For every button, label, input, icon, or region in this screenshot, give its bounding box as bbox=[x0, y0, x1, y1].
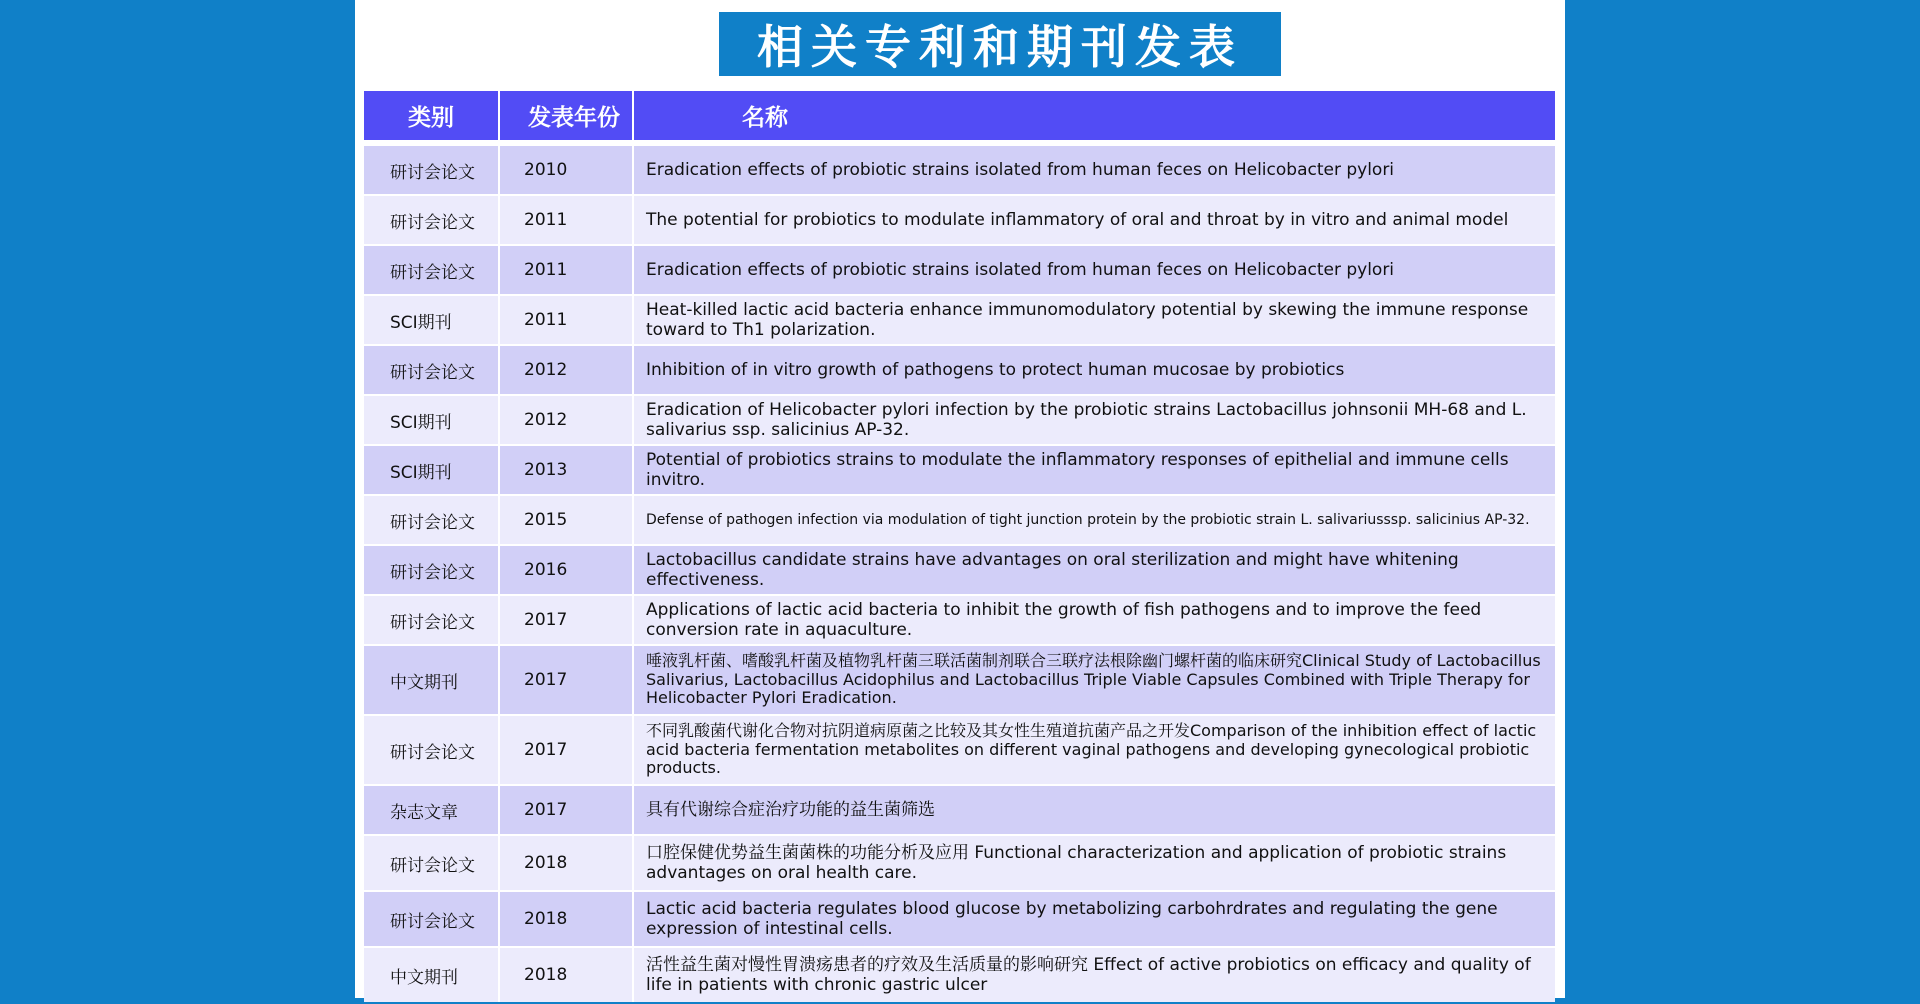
cell-year: 2010 bbox=[500, 146, 634, 194]
cell-category: 研讨会论文 bbox=[364, 146, 500, 194]
cell-name: Eradication effects of probiotic strains isolated from human feces on Helicobacter pylori bbox=[634, 246, 1555, 294]
cell-category: 研讨会论文 bbox=[364, 196, 500, 244]
table-row bbox=[364, 196, 1555, 244]
cell-year: 2016 bbox=[500, 546, 634, 594]
cell-category: 研讨会论文 bbox=[364, 596, 500, 644]
cell-category: SCI期刊 bbox=[364, 446, 500, 494]
table-row bbox=[364, 646, 1555, 714]
cell-year: 2011 bbox=[500, 246, 634, 294]
cell-name: Eradication effects of probiotic strains isolated from human feces on Helicobacter pylori bbox=[634, 146, 1555, 194]
cell-name: Lactic acid bacteria regulates blood glucose by metabolizing carbohrdrates and regulating the gene expression of intestinal cells. bbox=[634, 892, 1555, 946]
cell-year: 2015 bbox=[500, 496, 634, 544]
cell-name: 活性益生菌对慢性胃溃疡患者的疗效及生活质量的影响研究 Effect of active probiotics on efficacy and quality of life in patients with chronic gastric ulcer bbox=[634, 948, 1555, 1002]
cell-year: 2018 bbox=[500, 892, 634, 946]
cell-category: 研讨会论文 bbox=[364, 496, 500, 544]
table-row bbox=[364, 836, 1555, 890]
table-row bbox=[364, 446, 1555, 494]
cell-year: 2017 bbox=[500, 646, 634, 714]
cell-name: Eradication of Helicobacter pylori infection by the probiotic strains Lactobacillus johnsonii MH-68 and L. salivarius ssp. salicinius AP-32. bbox=[634, 396, 1555, 444]
table-row bbox=[364, 246, 1555, 294]
cell-name: 不同乳酸菌代谢化合物对抗阴道病原菌之比较及其女性生殖道抗菌产品之开发Comparison of the inhibition effect of lactic acid bacteria fermentation metabolites on different vaginal pathogens and developing gynecological probiotic products. bbox=[634, 716, 1555, 784]
cell-year: 2011 bbox=[500, 296, 634, 344]
table-row bbox=[364, 948, 1555, 1002]
table-row bbox=[364, 496, 1555, 544]
cell-name: Inhibition of in vitro growth of pathogens to protect human mucosae by probiotics bbox=[634, 346, 1555, 394]
cell-name: Lactobacillus candidate strains have advantages on oral sterilization and might have whitening effectiveness. bbox=[634, 546, 1555, 594]
cell-name: 具有代谢综合症治疗功能的益生菌筛选 bbox=[634, 786, 1555, 834]
table-row bbox=[364, 296, 1555, 344]
cell-category: 研讨会论文 bbox=[364, 716, 500, 784]
table-row bbox=[364, 146, 1555, 194]
cell-year: 2012 bbox=[500, 346, 634, 394]
cell-category: SCI期刊 bbox=[364, 296, 500, 344]
cell-category: 研讨会论文 bbox=[364, 892, 500, 946]
cell-category: 研讨会论文 bbox=[364, 246, 500, 294]
cell-name: The potential for probiotics to modulate inflammatory of oral and throat by in vitro and animal model bbox=[634, 196, 1555, 244]
cell-year: 2017 bbox=[500, 596, 634, 644]
cell-name: Heat-killed lactic acid bacteria enhance immunomodulatory potential by skewing the immune response toward to Th1 polarization. bbox=[634, 296, 1555, 344]
table-row bbox=[364, 786, 1555, 834]
cell-name: Defense of pathogen infection via modulation of tight junction protein by the probiotic strain L. salivariusssp. salicinius AP-32. bbox=[634, 496, 1555, 544]
cell-name: Applications of lactic acid bacteria to inhibit the growth of fish pathogens and to improve the feed conversion rate in aquaculture. bbox=[634, 596, 1555, 644]
header-category: 类别 bbox=[364, 91, 500, 140]
cell-category: 研讨会论文 bbox=[364, 346, 500, 394]
cell-year: 2017 bbox=[500, 716, 634, 784]
cell-category: SCI期刊 bbox=[364, 396, 500, 444]
cell-year: 2017 bbox=[500, 786, 634, 834]
cell-name: 口腔保健优势益生菌菌株的功能分析及应用 Functional characterization and application of probiotic strains advantages on oral health care. bbox=[634, 836, 1555, 890]
cell-name: Potential of probiotics strains to modulate the inflammatory responses of epithelial and immune cells invitro. bbox=[634, 446, 1555, 494]
header-year: 发表年份 bbox=[500, 91, 634, 140]
cell-category: 中文期刊 bbox=[364, 646, 500, 714]
cell-year: 2013 bbox=[500, 446, 634, 494]
page-title: 相关专利和期刊发表 bbox=[719, 12, 1281, 76]
cell-category: 研讨会论文 bbox=[364, 546, 500, 594]
table-header bbox=[364, 91, 1555, 140]
publications-table bbox=[364, 91, 1555, 1004]
table-body bbox=[364, 146, 1555, 1002]
header-name: 名称 bbox=[742, 105, 788, 131]
table-row bbox=[364, 346, 1555, 394]
table-row bbox=[364, 546, 1555, 594]
cell-category: 中文期刊 bbox=[364, 948, 500, 1002]
page-panel bbox=[355, 0, 1565, 998]
table-row bbox=[364, 716, 1555, 784]
cell-year: 2018 bbox=[500, 948, 634, 1002]
cell-year: 2012 bbox=[500, 396, 634, 444]
table-row bbox=[364, 892, 1555, 946]
table-row bbox=[364, 596, 1555, 644]
cell-year: 2011 bbox=[500, 196, 634, 244]
cell-name: 唾液乳杆菌、嗜酸乳杆菌及植物乳杆菌三联活菌制剂联合三联疗法根除幽门螺杆菌的临床研究Clinical Study of Lactobacillus Salivarius, Lactobacillus Acidophilus and Lactobacillus Triple Viable Capsules Combined with Triple Therapy for Helicobacter Pylori Eradication. bbox=[634, 646, 1555, 714]
table-row bbox=[364, 396, 1555, 444]
cell-category: 研讨会论文 bbox=[364, 836, 500, 890]
cell-year: 2018 bbox=[500, 836, 634, 890]
cell-category: 杂志文章 bbox=[364, 786, 500, 834]
